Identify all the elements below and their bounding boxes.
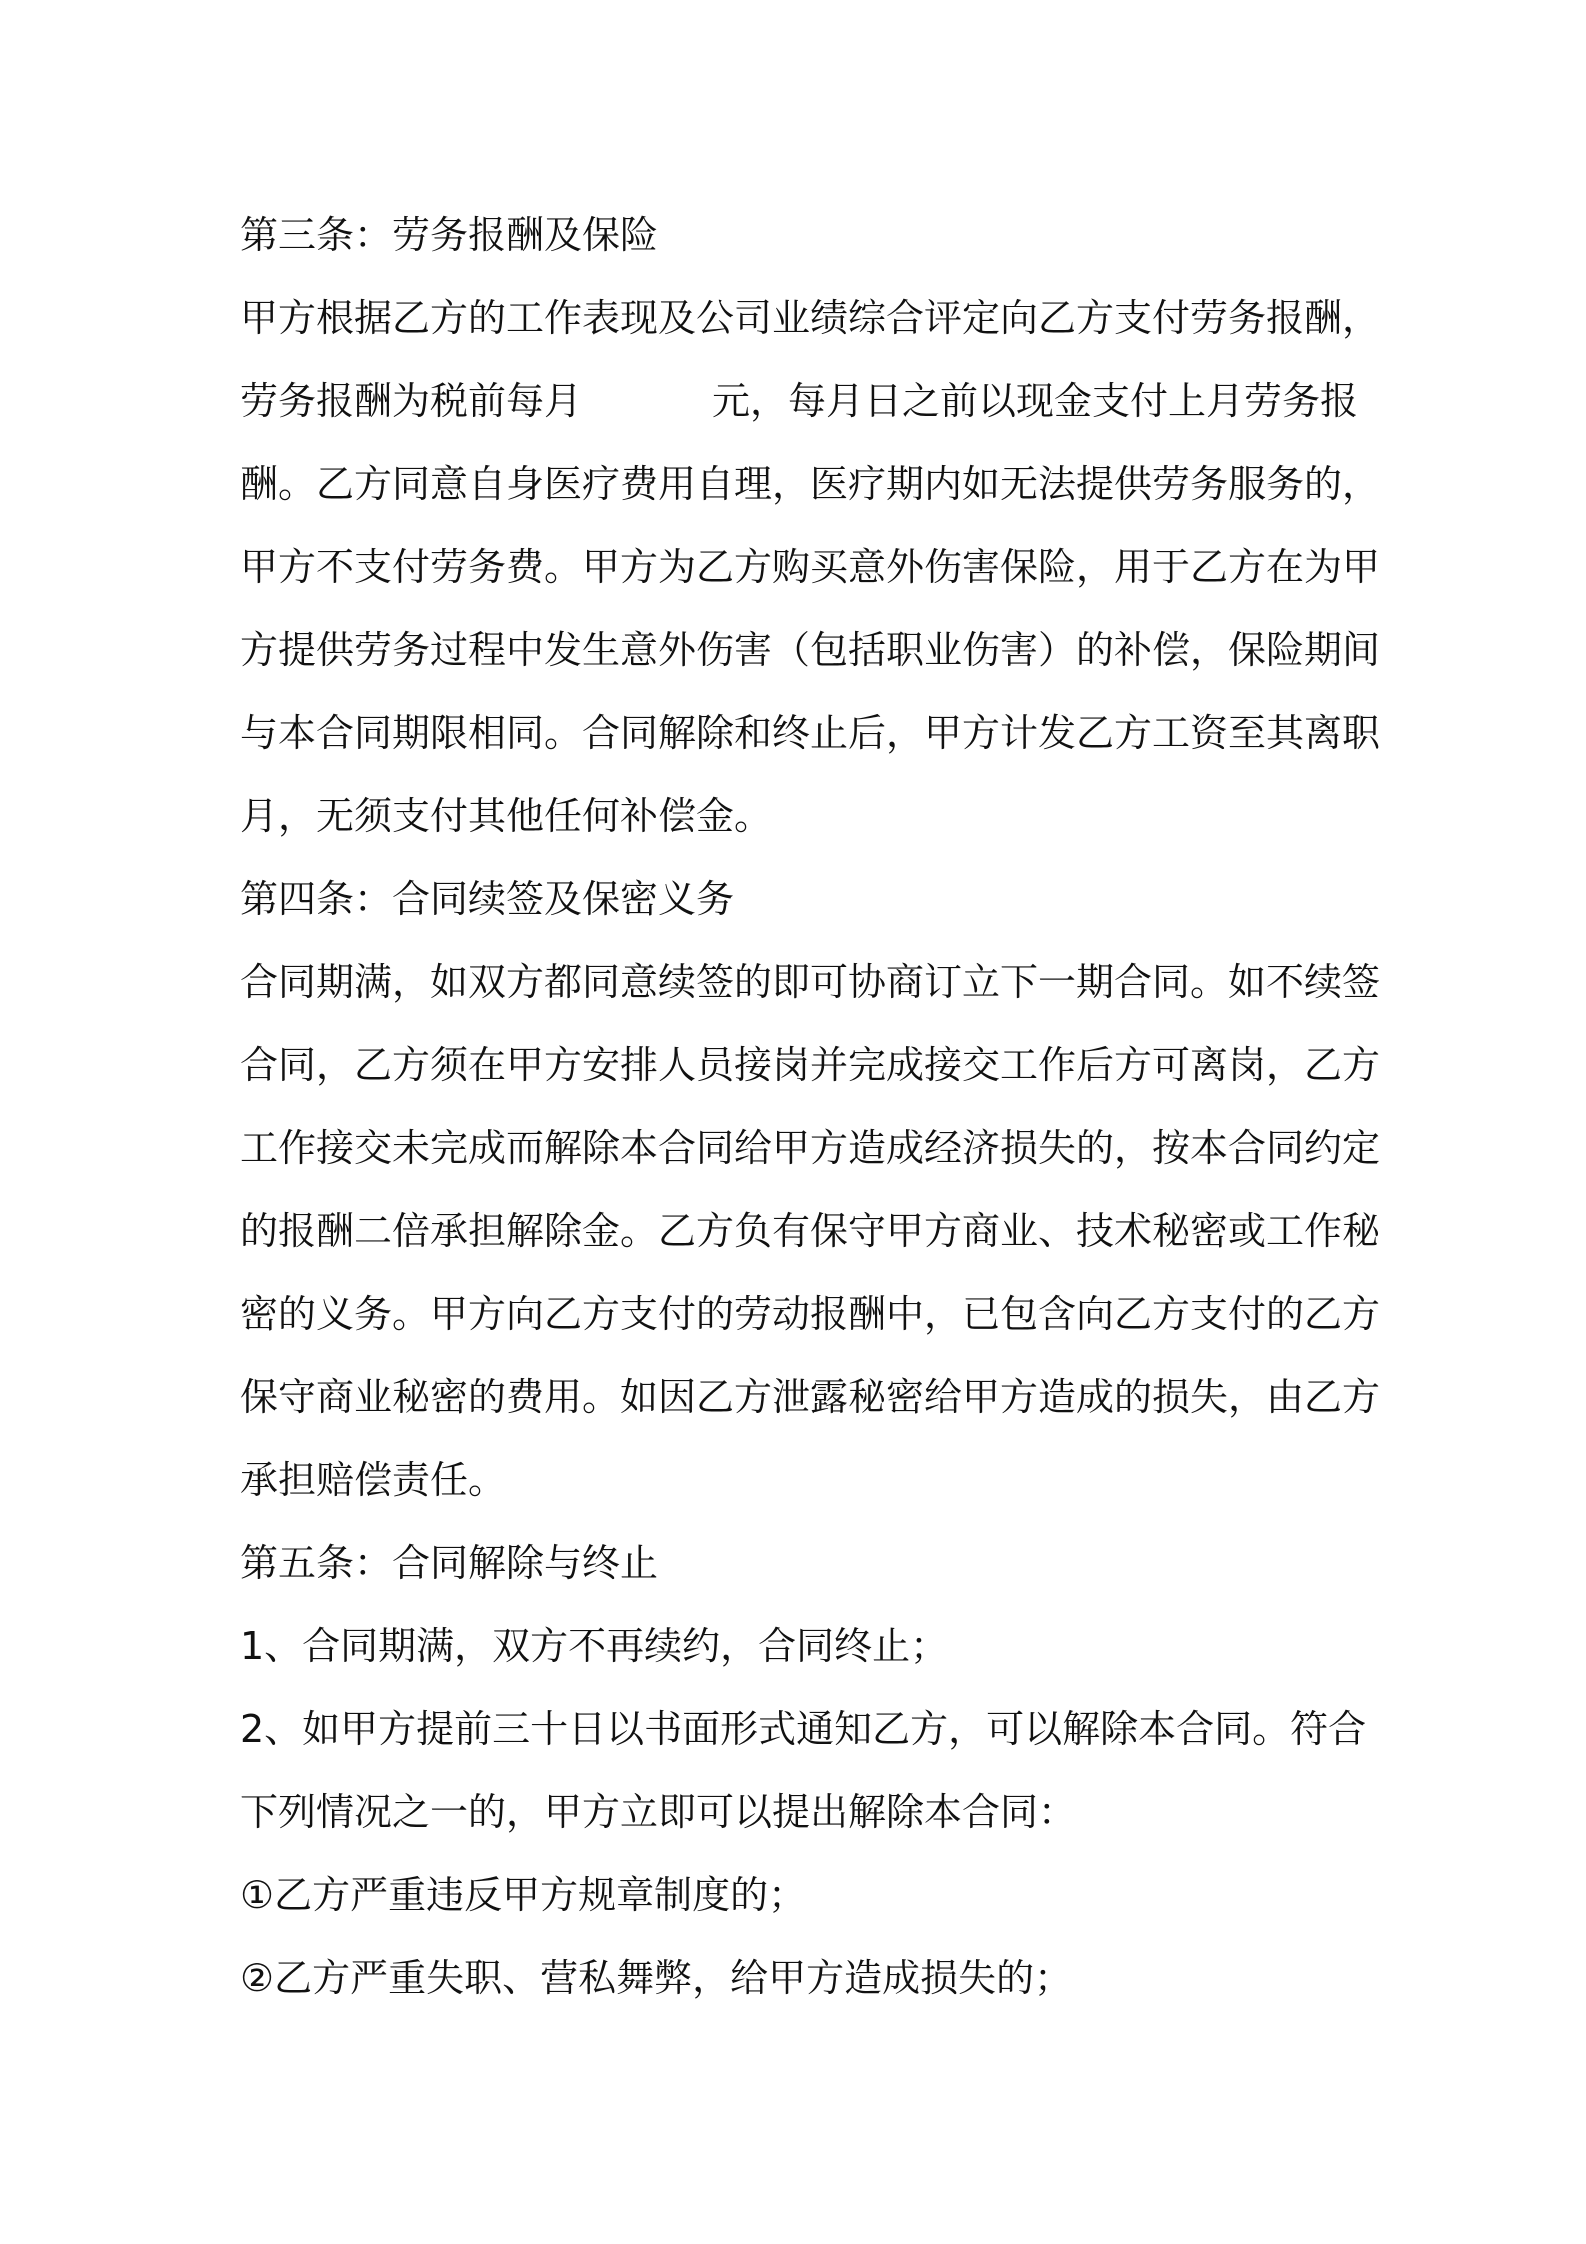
list-item: ②乙方严重失职、营私舞弊，给甲方造成损失的；	[240, 1956, 1073, 2000]
paragraph-line: 甲方根据乙方的工作表现及公司业绩综合评定向乙方支付劳务报酬，	[240, 296, 1381, 340]
paragraph-line: 甲方不支付劳务费。甲方为乙方购买意外伤害保险，用于乙方在为甲	[240, 545, 1381, 589]
section-3-heading: 第三条：劳务报酬及保险	[240, 213, 659, 257]
paragraph-line: 酬。乙方同意自身医疗费用自理，医疗期内如无法提供劳务服务的，	[240, 462, 1381, 506]
section-4-heading: 第四条：合同续签及保密义务	[240, 877, 735, 921]
paragraph-line: 密的义务。甲方向乙方支付的劳动报酬中，已包含向乙方支付的乙方	[240, 1292, 1381, 1336]
paragraph-line: 的报酬二倍承担解除金。乙方负有保守甲方商业、技术秘密或工作秘	[240, 1209, 1381, 1253]
paragraph-line	[240, 360, 1360, 443]
paragraph-line: 合同，乙方须在甲方安排人员接岗并完成接交工作后方可离岗，乙方	[240, 1043, 1381, 1087]
section-5-heading: 第五条：合同解除与终止	[240, 1541, 659, 1585]
paragraph-line: 合同期满，如双方都同意续签的即可协商订立下一期合同。如不续签	[240, 960, 1381, 1004]
paragraph-line: 月，无须支付其他任何补偿金。	[240, 794, 773, 838]
document-body	[240, 194, 1381, 2020]
paragraph-line: 工作接交未完成而解除本合同给甲方造成经济损失的，按本合同约定	[240, 1126, 1381, 1170]
paragraph-line: 保守商业秘密的费用。如因乙方泄露秘密给甲方造成的损失，由乙方	[240, 1375, 1381, 1419]
paragraph-line: 下列情况之一的，甲方立即可以提出解除本合同：	[240, 1790, 1077, 1834]
salary-text-before-blank: 劳务报酬为税前每月	[240, 379, 583, 423]
paragraph-line: 方提供劳务过程中发生意外伤害（包括职业伤害）的补偿，保险期间	[240, 628, 1381, 672]
list-item: ①乙方严重违反甲方规章制度的；	[240, 1873, 807, 1917]
list-item: 2、如甲方提前三十日以书面形式通知乙方，可以解除本合同。符合	[240, 1707, 1367, 1751]
paragraph-line: 与本合同期限相同。合同解除和终止后，甲方计发乙方工资至其离职	[240, 711, 1381, 755]
list-item: 1、合同期满，双方不再续约，合同终止；	[240, 1624, 949, 1668]
paragraph-line: 承担赔偿责任。	[240, 1458, 507, 1502]
salary-text-after-blank: 元，每月日之前以现金支付上月劳务报	[712, 379, 1359, 423]
